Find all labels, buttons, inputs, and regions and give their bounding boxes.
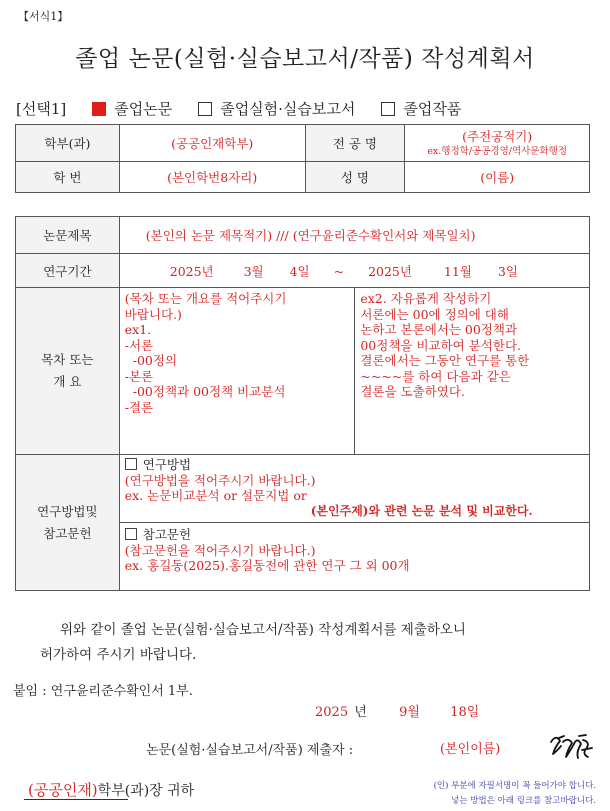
- outline-line: ~~~~를 하여 다음과 같은: [360, 368, 511, 384]
- student-id-value[interactable]: (본인학번8자리): [119, 162, 305, 193]
- document-title: 졸업 논문(실험·실습보고서/작품) 작성계획서: [75, 46, 535, 72]
- submitter-name[interactable]: (본인이름): [440, 742, 501, 757]
- end-day: 3일: [497, 263, 518, 279]
- statement-paragraph: [40, 618, 580, 668]
- outline-left-content[interactable]: [119, 288, 355, 455]
- method-bold-line: (본인주제)와 관련 논문 분석 및 비교한다.: [310, 503, 533, 518]
- date-year[interactable]: 2025: [315, 705, 349, 720]
- footer-note-line: (인) 부분에 자필서명이 꼭 들어가야 합니다.: [433, 781, 596, 791]
- outline-right-content[interactable]: [355, 288, 590, 455]
- outline-line: -결론: [124, 399, 154, 415]
- attachment-note: 붙임 : 연구윤리준수확인서 1부.: [13, 684, 193, 699]
- recipient-line: [28, 779, 194, 800]
- method-label: [16, 455, 120, 591]
- method-heading: 연구방법: [125, 457, 584, 473]
- major-example: ex.행정학/공공경영/역사문화행정: [427, 145, 568, 157]
- research-plan-table: [15, 216, 590, 591]
- option-work[interactable]: [381, 98, 461, 119]
- reference-line: (참고문헌을 적어주시기 바랍니다.): [124, 542, 316, 558]
- outline-line: 결론에서는 그동안 연구를 통한: [360, 353, 530, 368]
- checkbox-icon[interactable]: [125, 528, 137, 540]
- method-content[interactable]: [119, 455, 589, 523]
- outline-label-line: 개 요: [53, 374, 82, 389]
- outline-line: -서론: [124, 337, 154, 353]
- period-value[interactable]: [119, 254, 589, 288]
- checkbox-icon[interactable]: [198, 102, 212, 116]
- type-selection: [16, 98, 606, 119]
- date-year-unit: 년: [354, 705, 367, 720]
- method-label-line: 참고문헌: [43, 525, 92, 541]
- start-year: 2025년: [169, 263, 214, 279]
- period-separator: ~: [333, 263, 345, 279]
- option-label: 졸업실험·실습보고서: [220, 100, 356, 118]
- outline-label-line: 목차 또는: [41, 352, 94, 367]
- outline-line: 바랍니다.): [124, 306, 182, 322]
- start-month: 3월: [243, 263, 264, 279]
- reference-line: ex. 홍길동(2025).홍길동전에 관한 연구 그 외 00개: [124, 558, 410, 573]
- major-label: 전 공 명: [305, 125, 405, 162]
- outline-label: [16, 288, 120, 455]
- method-line: (연구방법을 적어주시기 바랍니다.): [124, 472, 316, 488]
- dept-value[interactable]: (공공인재학부): [119, 125, 305, 162]
- thesis-title-value[interactable]: (본인의 논문 제목적기) /// (연구윤리준수확인서와 제목일치): [119, 217, 589, 254]
- references-heading: 참고문헌: [125, 527, 584, 543]
- recipient-underline: [24, 799, 128, 800]
- start-day: 4일: [289, 263, 310, 279]
- outline-line: 논하고 본론에서는 00정책과: [360, 322, 518, 337]
- checked-box-icon[interactable]: [92, 102, 106, 116]
- checkbox-icon[interactable]: [381, 102, 395, 116]
- submission-date: [315, 701, 479, 720]
- statement-line: 허가하여 주시기 바랍니다.: [40, 647, 197, 663]
- method-line: ex. 논문비교분석 or 설문지법 or: [124, 488, 307, 503]
- outline-line: -00정의: [132, 353, 178, 368]
- submitter-label: 논문(실험·실습보고서/작품) 제출자 :: [146, 743, 354, 758]
- thesis-title-label: 논문제목: [16, 217, 120, 254]
- date-day[interactable]: 18일: [450, 705, 480, 720]
- outline-line: (목차 또는 개요를 적어주시기: [124, 291, 287, 306]
- references-content[interactable]: [119, 523, 589, 591]
- outline-line: ex2. 자유롭게 작성하기: [360, 291, 492, 306]
- student-info-table: [15, 124, 590, 193]
- name-value[interactable]: (이름): [405, 162, 590, 193]
- option-label: 졸업논문: [114, 100, 173, 118]
- outline-line: 서론에는 00에 정의에 대해: [360, 306, 509, 322]
- dept-label: 학부(과): [16, 125, 120, 162]
- major-placeholder: (주전공적기): [462, 128, 533, 144]
- recipient-dept[interactable]: (공공인재): [28, 781, 98, 799]
- end-year: 2025년: [368, 263, 412, 279]
- end-month: 11월: [443, 263, 472, 279]
- student-id-label: 학 번: [16, 162, 120, 193]
- checkbox-icon[interactable]: [125, 458, 137, 470]
- footer-note: [396, 779, 596, 809]
- outline-line: -00정책과 00정책 비교분석: [132, 384, 286, 399]
- signature-image: [548, 728, 594, 762]
- recipient-suffix: 학부(과)장 귀하: [97, 783, 195, 799]
- outline-line: -본론: [124, 368, 154, 384]
- name-label: 성 명: [305, 162, 405, 193]
- period-label: 연구기간: [16, 254, 120, 288]
- outline-line: 결론을 도출하였다.: [360, 384, 465, 399]
- statement-line: 위와 같이 졸업 논문(실험·실습보고서/작품) 작성계획서를 제출하오니: [60, 622, 466, 638]
- option-report[interactable]: [198, 98, 355, 119]
- method-label-line: 연구방법및: [37, 503, 98, 519]
- selection-label: [선택1]: [16, 100, 67, 118]
- option-thesis[interactable]: [92, 98, 172, 119]
- option-label: 졸업작품: [403, 100, 462, 118]
- date-month[interactable]: 9월: [399, 705, 420, 720]
- outline-line: ex1.: [124, 322, 152, 337]
- footer-note-line: 넣는 방법은 아래 링크를 참고바랍니다.: [451, 796, 596, 806]
- major-value[interactable]: [405, 125, 590, 162]
- outline-line: 00정책을 비교하여 분석한다.: [360, 337, 521, 353]
- form-number: 【서식1】: [18, 10, 69, 23]
